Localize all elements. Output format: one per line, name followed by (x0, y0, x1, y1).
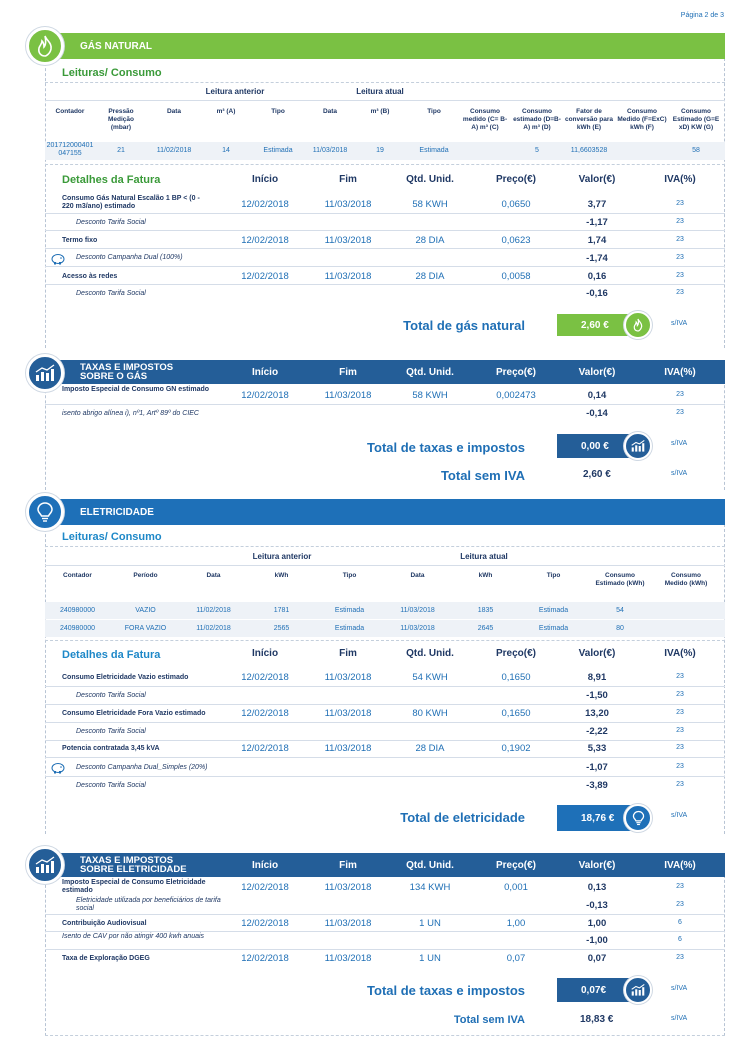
elec-h-tipo: Tipo (342, 572, 357, 579)
elec-r-ce: 80 (616, 625, 624, 632)
elec-item-iva: 23 (676, 691, 684, 698)
gas-r-data2: 11/03/2018 (312, 147, 348, 154)
col-qtd: Qtd. Unid. (406, 648, 454, 659)
divider (45, 100, 725, 101)
gas-r-fc: 11,6603528 (570, 147, 608, 154)
tax-elec-item-preco: 1,00 (506, 918, 526, 929)
divider (45, 230, 725, 231)
gas-det-title: Detalhes da Fatura (62, 174, 161, 186)
elec-total-value: 18,76 € (581, 812, 615, 824)
tax-elec-siva: s/IVA (671, 985, 688, 992)
elec-item-preco: 0,1902 (501, 743, 531, 754)
elec-item-iva: 23 (676, 744, 684, 751)
col-qtd: Qtd. Unid. (406, 174, 454, 185)
tax-elec-item-iva: 23 (676, 883, 684, 890)
elec-item-desc: Desconto Tarifa Social (76, 782, 146, 789)
gas-item-preco: 0,0623 (501, 235, 531, 246)
gas-item-iva: 23 (676, 254, 684, 261)
elec-item-fim: 11/03/2018 (324, 708, 372, 719)
tax-gas-title-2: SOBRE O GÁS (80, 371, 148, 382)
divider (45, 914, 725, 915)
tax-elec-title-2: SOBRE ELETRICIDADE (80, 864, 187, 875)
elec-h-cm: Consumo Medido (kWh) (664, 572, 708, 587)
col-iva: IVA(%) (664, 648, 696, 659)
col-fim: Fim (339, 860, 357, 871)
tax-gas-item-valor: -0,14 (586, 408, 608, 419)
tax-elec-total-label: Total de taxas e impostos (367, 983, 525, 998)
col-valor: Valor(€) (578, 367, 616, 378)
tax-elec-item-valor: 0,13 (587, 882, 607, 893)
tax-elec-item-valor: -0,13 (586, 900, 608, 911)
elec-section-header (45, 499, 725, 525)
gas-item-valor: -1,17 (586, 217, 608, 228)
tax-gas-item-iva: 23 (676, 409, 684, 416)
elec-h-periodo: Período (133, 572, 158, 579)
elec-item-valor: 8,91 (587, 672, 607, 683)
divider (45, 686, 725, 687)
gas-item-fim: 11/03/2018 (324, 235, 372, 246)
col-fim: Fim (339, 367, 357, 378)
elec-sem-iva-label: Total sem IVA (453, 1014, 525, 1026)
gas-item-iva: 23 (676, 236, 684, 243)
tax-gas-item-qtd: 58 KWH (412, 390, 448, 401)
gas-item-desc: Desconto Campanha Dual (100%) (76, 254, 183, 261)
gas-h-ce: Consumo estimado (D=B-A) m³ (D) (513, 108, 561, 131)
tax-elec-title-1: TAXAS E IMPOSTOS (80, 855, 174, 866)
gas-r-cek: 58 (692, 147, 700, 154)
col-preco: Preço(€) (495, 860, 536, 871)
elec-r-kwh2: 1835 (477, 607, 494, 614)
elec-item-valor: -2,22 (586, 726, 608, 737)
elec-item-iva: 23 (676, 709, 684, 716)
gas-section-title: GÁS NATURAL (80, 40, 153, 52)
elec-r-tipo2: Estimada (538, 607, 569, 614)
elec-item-iva: 23 (676, 673, 684, 680)
elec-det-title: Detalhes da Fatura (62, 649, 161, 661)
divider (45, 284, 725, 285)
gas-item-desc: Desconto Tarifa Social (76, 290, 146, 297)
tax-gas-item-iva: 23 (676, 391, 684, 398)
lightbulb-icon (26, 493, 64, 531)
gas-item-iva: 23 (676, 218, 684, 225)
gas-h-pressao: Pressão Medição (mbar) (107, 108, 134, 131)
gas-item-valor: -0,16 (586, 288, 608, 299)
elec-r-data: 11/02/2018 (196, 607, 231, 614)
elec-r-data: 11/02/2018 (196, 625, 231, 632)
tax-elec-item-desc: Taxa de Exploração DGEG (62, 955, 150, 962)
elec-r-contador: 240980000 (59, 607, 96, 614)
gas-item-qtd: 58 KWH (412, 199, 448, 210)
gas-h-m3a: m³ (A) (216, 108, 236, 115)
elec-r-kwh2: 2645 (477, 625, 494, 632)
elec-r-kwh: 1781 (273, 607, 290, 614)
elec-r-periodo: FORA VAZIO (124, 625, 167, 632)
tax-elec-item-fim: 11/03/2018 (324, 882, 372, 893)
tax-gas-item-fim: 11/03/2018 (324, 390, 372, 401)
elec-r-kwh: 2565 (273, 625, 290, 632)
gas-h-tipo: Tipo (271, 108, 285, 115)
gas-item-qtd: 28 DIA (415, 235, 445, 246)
gas-item-iva: 23 (676, 289, 684, 296)
elec-item-fim: 11/03/2018 (324, 672, 372, 683)
gas-r-data: 11/02/2018 (156, 147, 192, 154)
divider (45, 1035, 725, 1036)
elec-r-tipo2: Estimada (538, 625, 569, 632)
elec-h-data: Data (206, 572, 221, 579)
col-inicio: Início (251, 860, 279, 871)
elec-item-desc: Desconto Campanha Dual_Simples (20%) (76, 764, 208, 771)
elec-item-valor: 13,20 (585, 708, 609, 719)
tax-gas-title (80, 363, 173, 381)
divider (45, 776, 725, 777)
divider (45, 266, 725, 267)
col-inicio: Início (251, 648, 279, 659)
tax-elec-item-desc: Isento de CAV por não atingir 400 kwh anuais (62, 933, 205, 940)
elec-r-data2: 11/03/2018 (400, 625, 435, 632)
divider (45, 164, 725, 165)
tax-elec-item-qtd: 1 UN (419, 918, 441, 929)
gas-item-inicio: 12/02/2018 (241, 271, 289, 282)
tax-elec-title (80, 856, 187, 874)
tax-elec-item-iva: 6 (678, 919, 682, 926)
gas-item-iva: 23 (676, 272, 684, 279)
tax-elec-item-inicio: 12/02/2018 (241, 918, 289, 929)
col-preco: Preço(€) (495, 648, 536, 659)
divider (45, 248, 725, 249)
elec-item-preco: 0,1650 (501, 672, 531, 683)
elec-r-tipo: Estimada (334, 607, 365, 614)
tax-gas-item-desc: Imposto Especial de Consumo GN estimado (62, 386, 210, 393)
elec-item-valor: -3,89 (586, 780, 608, 791)
elec-siva: s/IVA (671, 812, 688, 819)
tax-gas-total-label: Total de taxas e impostos (367, 440, 525, 455)
tax-elec-item-preco: 0,07 (506, 953, 526, 964)
gas-r-pressao: 21 (117, 147, 125, 154)
bar-chart-icon (26, 846, 64, 884)
elec-grp-anterior: Leitura anterior (252, 552, 312, 561)
divider (45, 949, 725, 950)
tax-elec-item-qtd: 134 KWH (409, 882, 451, 893)
divider (45, 740, 725, 741)
tax-elec-item-desc: Contribuição Audiovisual (62, 920, 147, 927)
elec-item-qtd: 80 KWH (412, 708, 448, 719)
divider (45, 565, 725, 566)
gas-section-header (45, 33, 725, 59)
col-iva: IVA(%) (664, 174, 696, 185)
gas-h-cmk: Consumo Medido (F=ExC) kWh (F) (617, 108, 667, 131)
col-preco: Preço(€) (495, 367, 536, 378)
elec-h-data2: Data (410, 572, 425, 579)
col-fim: Fim (339, 174, 357, 185)
tax-elec-item-fim: 11/03/2018 (324, 918, 372, 929)
col-preco: Preço(€) (495, 174, 536, 185)
gas-grp-atual: Leitura atual (356, 87, 404, 96)
gas-r-m3b: 19 (376, 147, 384, 154)
elec-item-desc: Consumo Eletricidade Fora Vazio estimado (62, 710, 206, 717)
divider (45, 213, 725, 214)
tax-gas-item-desc: isento abrigo alínea i), nº1, Artº 89º do CIEC (62, 410, 199, 417)
elec-leituras-title: Leituras/ Consumo (62, 531, 162, 543)
col-inicio: Início (251, 367, 279, 378)
gas-sem-iva-value: 2,60 € (583, 469, 611, 480)
col-fim: Fim (339, 648, 357, 659)
elec-r-tipo: Estimada (334, 625, 365, 632)
gas-leituras-title: Leituras/ Consumo (62, 67, 162, 79)
tax-elec-item-iva: 6 (678, 936, 682, 943)
gas-sem-iva-siva: s/IVA (671, 470, 688, 477)
tax-gas-total-value: 0,00 € (581, 440, 609, 452)
elec-item-valor: -1,07 (586, 762, 608, 773)
gas-total-label: Total de gás natural (403, 318, 525, 333)
tax-elec-item-inicio: 12/02/2018 (241, 882, 289, 893)
divider (45, 757, 725, 758)
tax-elec-item-preco: 0,001 (504, 882, 528, 893)
elec-r-ce: 54 (616, 607, 624, 614)
elec-item-fim: 11/03/2018 (324, 743, 372, 754)
gas-sem-iva-label: Total sem IVA (440, 468, 525, 483)
gas-siva: s/IVA (671, 320, 688, 327)
elec-item-iva: 23 (676, 727, 684, 734)
elec-item-preco: 0,1650 (501, 708, 531, 719)
divider (45, 82, 725, 83)
gas-item-desc: Consumo Gás Natural Escalão 1 BP < (0 - 220 m3/ano) estimado (62, 195, 200, 210)
elec-item-qtd: 54 KWH (412, 672, 448, 683)
gas-h-contador: Contador (55, 108, 85, 115)
elec-item-desc: Consumo Eletricidade Vazio estimado (62, 674, 189, 681)
gas-item-desc: Desconto Tarifa Social (76, 219, 146, 226)
gas-h-data: Data (166, 108, 182, 115)
gas-h-tipo2: Tipo (427, 108, 441, 115)
lightbulb-icon (624, 804, 652, 832)
elec-section-title: ELETRICIDADE (80, 506, 154, 518)
page-number: Página 2 de 3 (680, 12, 724, 19)
col-inicio: Início (251, 174, 279, 185)
elec-h-ce: Consumo Estimado (kWh) (595, 572, 645, 587)
tax-elec-item-desc: Eletricidade utilizada por beneficiários de tarifa social (76, 897, 221, 912)
flame-icon (624, 311, 652, 339)
tax-gas-siva: s/IVA (671, 440, 688, 447)
elec-item-inicio: 12/02/2018 (241, 743, 289, 754)
tax-elec-total-value: 0,07€ (581, 984, 607, 996)
elec-h-tipo2: Tipo (546, 572, 561, 579)
elec-item-inicio: 12/02/2018 (241, 708, 289, 719)
gas-item-desc: Termo fixo (62, 237, 98, 244)
gas-item-fim: 11/03/2018 (324, 199, 372, 210)
gas-item-inicio: 12/02/2018 (241, 199, 289, 210)
tax-gas-item-valor: 0,14 (587, 390, 607, 401)
col-valor: Valor(€) (578, 174, 616, 185)
elec-item-iva: 23 (676, 781, 684, 788)
tax-elec-item-inicio: 12/02/2018 (241, 953, 289, 964)
tax-elec-item-fim: 11/03/2018 (324, 953, 372, 964)
col-qtd: Qtd. Unid. (406, 860, 454, 871)
tax-elec-item-iva: 23 (676, 901, 684, 908)
tax-elec-item-valor: 1,00 (587, 918, 607, 929)
divider (45, 640, 725, 641)
tax-gas-item-inicio: 12/02/2018 (241, 390, 289, 401)
gas-item-valor: 1,74 (587, 235, 607, 246)
gas-item-valor: 0,16 (587, 271, 607, 282)
tax-gas-title-1: TAXAS E IMPOSTOS (80, 362, 174, 373)
elec-grp-atual: Leitura atual (460, 552, 508, 561)
gas-r-ce: 5 (535, 147, 539, 154)
gas-item-preco: 0,0650 (501, 199, 531, 210)
tax-elec-item-valor: 0,07 (587, 953, 607, 964)
divider (45, 931, 725, 932)
gas-item-inicio: 12/02/2018 (241, 235, 289, 246)
elec-total-label: Total de eletricidade (400, 810, 525, 825)
tax-gas-item-preco: 0,002473 (496, 390, 536, 401)
divider (45, 546, 725, 547)
elec-r-periodo: VAZIO (135, 607, 156, 614)
gas-r-m3a: 14 (222, 147, 230, 154)
gas-grp-anterior: Leitura anterior (205, 87, 265, 96)
elec-item-desc: Potencia contratada 3,45 kVA (62, 745, 160, 752)
gas-item-iva: 23 (676, 200, 684, 207)
col-iva: IVA(%) (664, 367, 696, 378)
gas-item-preco: 0,0058 (501, 271, 531, 282)
col-iva: IVA(%) (664, 860, 696, 871)
divider (45, 722, 725, 723)
bar-chart-icon (624, 976, 652, 1004)
tax-elec-item-valor: -1,00 (586, 935, 608, 946)
elec-item-iva: 23 (676, 763, 684, 770)
tax-elec-item-desc: Imposto Especial de Consumo Eletricidade estimado (62, 879, 206, 894)
elec-r-data2: 11/03/2018 (400, 607, 435, 614)
elec-h-contador: Contador (63, 572, 92, 579)
elec-item-valor: -1,50 (586, 690, 608, 701)
gas-total-value: 2,60 € (581, 319, 609, 331)
gas-item-valor: 3,77 (587, 199, 607, 210)
divider (45, 404, 725, 405)
elec-item-qtd: 28 DIA (415, 743, 445, 754)
gas-item-fim: 11/03/2018 (324, 271, 372, 282)
bar-chart-icon (26, 354, 64, 392)
gas-h-cek: Consumo Estimado (G=E xD) KW (G) (672, 108, 720, 131)
bar-chart-icon (624, 432, 652, 460)
elec-item-valor: 5,33 (587, 743, 607, 754)
elec-h-kwh: kWh (274, 572, 289, 579)
col-qtd: Qtd. Unid. (406, 367, 454, 378)
gas-h-m3b: m³ (B) (370, 108, 390, 115)
elec-h-kwh2: kWh (478, 572, 493, 579)
gas-h-cm: Consumo medido (C= B-A) m³ (C) (462, 108, 508, 131)
gas-h-data2: Data (322, 108, 338, 115)
gas-r-tipo: Estimada (263, 147, 293, 154)
elec-item-inicio: 12/02/2018 (241, 672, 289, 683)
elec-item-desc: Desconto Tarifa Social (76, 728, 146, 735)
elec-item-desc: Desconto Tarifa Social (76, 692, 146, 699)
gas-item-qtd: 28 DIA (415, 271, 445, 282)
tax-elec-item-iva: 23 (676, 954, 684, 961)
tax-elec-item-qtd: 1 UN (419, 953, 441, 964)
col-valor: Valor(€) (578, 860, 616, 871)
col-valor: Valor(€) (578, 648, 616, 659)
divider (45, 704, 725, 705)
elec-sem-iva-value: 18,83 € (580, 1014, 614, 1025)
flame-icon (26, 27, 64, 65)
gas-item-desc: Acesso às redes (62, 273, 118, 280)
elec-sem-iva-siva: s/IVA (671, 1015, 688, 1022)
gas-r-contador: 201712000401 047155 (46, 142, 94, 157)
gas-r-tipo2: Estimada (419, 147, 449, 154)
elec-r-contador: 240980000 (59, 625, 96, 632)
piggy-bank-icon (50, 252, 66, 270)
gas-h-fc: Fator de conversão para kWh (E) (564, 108, 614, 131)
gas-item-valor: -1,74 (586, 253, 608, 264)
